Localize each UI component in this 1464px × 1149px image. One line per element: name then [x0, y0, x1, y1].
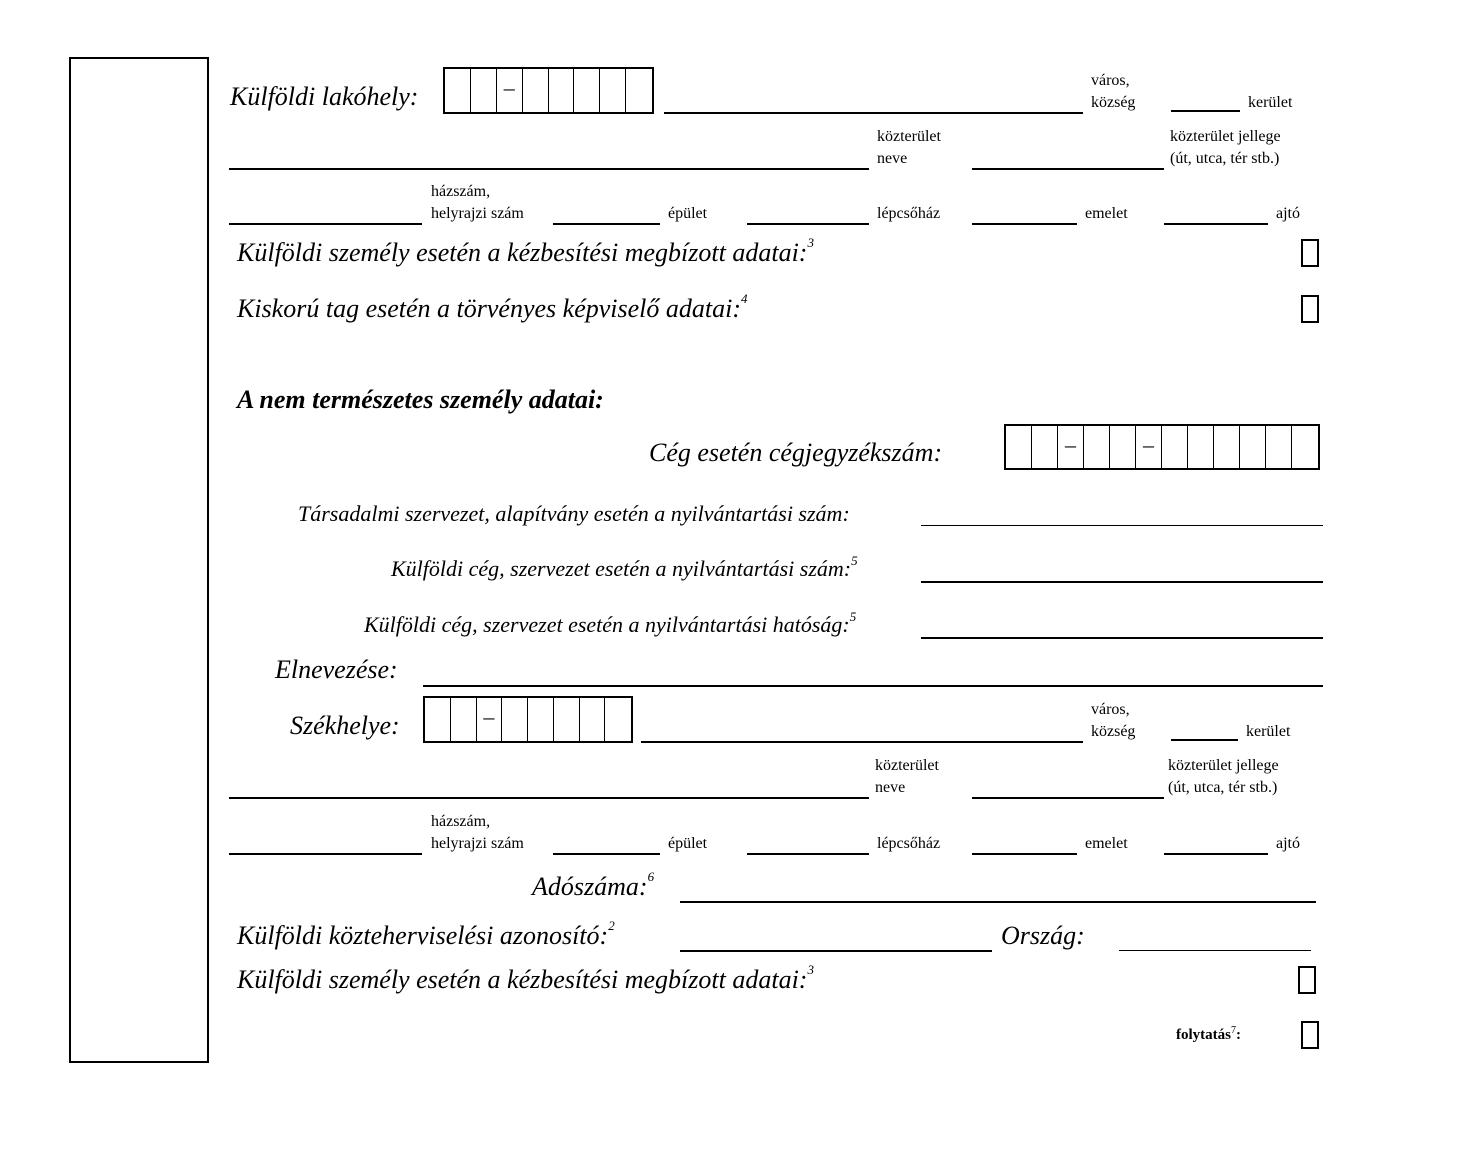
postcode-cell[interactable]	[523, 69, 549, 112]
postcode-cell[interactable]	[549, 69, 575, 112]
helyrajzi-label-2: helyrajzi szám	[431, 835, 524, 852]
postcode-cell[interactable]	[600, 69, 626, 112]
district-line-1[interactable]	[1171, 110, 1240, 112]
reg-cell[interactable]	[1110, 426, 1136, 468]
continuation-label: folytatás$^7$:	[1176, 1025, 1241, 1043]
postcode-cell[interactable]	[445, 69, 471, 112]
door-line-2[interactable]	[1164, 853, 1268, 855]
postcode-cell[interactable]	[574, 69, 600, 112]
tax-number-label: Adószáma:$^6$	[532, 869, 655, 901]
postcode-cell[interactable]	[554, 698, 580, 741]
epulet-label-2: épület	[668, 835, 708, 852]
lepcsohaz-label-2: lépcsőház	[877, 835, 941, 852]
emelet-label-2: emelet	[1085, 835, 1128, 852]
reg-dash: –	[1136, 426, 1162, 468]
country-label: Ország:	[1001, 921, 1085, 950]
street-name-line-1[interactable]	[229, 168, 869, 170]
street-name-line-2[interactable]	[229, 797, 869, 799]
varos-label-2: város,	[1091, 701, 1130, 718]
delivery-agent-checkbox-2[interactable]	[1298, 966, 1316, 994]
kerulet-label: kerület	[1248, 94, 1293, 111]
floor-line-2[interactable]	[972, 853, 1077, 855]
delivery-agent-label-2: Külföldi személy esetén a kézbesítési megbízott adatai:$^3$	[237, 962, 814, 994]
postcode-cell[interactable]	[502, 698, 528, 741]
postcode-cell[interactable]	[451, 698, 477, 741]
continuation-checkbox[interactable]	[1301, 1021, 1319, 1049]
door-line-1[interactable]	[1164, 223, 1268, 225]
tax-number-line[interactable]	[680, 901, 1316, 903]
legal-rep-checkbox[interactable]	[1301, 295, 1319, 323]
reg-cell[interactable]	[1084, 426, 1110, 468]
reg-cell[interactable]	[1032, 426, 1058, 468]
ut-utca-label-2: (út, utca, tér stb.)	[1168, 779, 1278, 796]
reg-cell[interactable]	[1292, 426, 1318, 468]
delivery-agent-checkbox-1[interactable]	[1301, 239, 1319, 267]
name-line[interactable]	[423, 685, 1323, 687]
postcode-dash: –	[477, 698, 503, 741]
kozterulet-label: közterület	[877, 128, 941, 145]
foreign-company-number-label: Külföldi cég, szervezet esetén a nyilvántartási szám:$^5$	[391, 553, 858, 581]
company-reg-label: Cég esetén cégjegyzékszám:	[649, 438, 943, 467]
postcode-cell[interactable]	[528, 698, 554, 741]
postcode-cell[interactable]	[605, 698, 631, 741]
reg-cell[interactable]	[1266, 426, 1292, 468]
postcode-cell[interactable]	[580, 698, 606, 741]
reg-cell[interactable]	[1162, 426, 1188, 468]
neve-label-2: neve	[875, 779, 906, 796]
postcode-cell[interactable]	[425, 698, 451, 741]
street-type-line-2[interactable]	[972, 797, 1164, 799]
legal-rep-label: Kiskorú tag esetén a törvényes képviselő adatai:$^4$	[237, 291, 748, 323]
postcode-cells-2[interactable]	[423, 696, 633, 743]
civil-org-label: Társadalmi szervezet, alapítvány esetén a nyilvántartási szám:	[298, 501, 850, 526]
postcode-cells-1[interactable]	[443, 67, 654, 114]
city-line-1[interactable]	[664, 112, 1083, 114]
house-number-line-2[interactable]	[229, 853, 422, 855]
kozterulet-jellege-label-2: közterület jellege	[1168, 757, 1279, 774]
kozseg-label: község	[1091, 94, 1136, 111]
postcode-dash: –	[497, 69, 523, 112]
city-line-2[interactable]	[641, 741, 1083, 743]
section-heading: A nem természetes személy adatai:	[237, 385, 604, 414]
street-type-line-1[interactable]	[972, 168, 1164, 170]
floor-line-1[interactable]	[972, 223, 1077, 225]
ut-utca-label: (út, utca, tér stb.)	[1170, 150, 1280, 167]
ajto-label: ajtó	[1276, 205, 1300, 222]
district-line-2[interactable]	[1171, 739, 1238, 741]
epulet-label: épület	[668, 205, 708, 222]
staircase-line-2[interactable]	[747, 853, 869, 855]
kerulet-label-2: kerület	[1246, 723, 1291, 740]
foreign-residence-label: Külföldi lakóhely:	[230, 82, 419, 111]
hazszam-label-2: házszám,	[431, 813, 491, 830]
neve-label: neve	[877, 150, 908, 167]
postcode-cell[interactable]	[626, 69, 652, 112]
company-reg-cells[interactable]	[1004, 424, 1320, 470]
varos-label: város,	[1091, 72, 1130, 89]
foreign-company-authority-line[interactable]	[921, 637, 1323, 639]
ajto-label-2: ajtó	[1276, 835, 1300, 852]
kozterulet-label-2: közterület	[875, 757, 939, 774]
staircase-line-1[interactable]	[747, 223, 869, 225]
kozseg-label-2: község	[1091, 723, 1136, 740]
building-line-1[interactable]	[553, 223, 660, 225]
civil-org-line[interactable]	[921, 525, 1323, 526]
emelet-label: emelet	[1085, 205, 1128, 222]
building-line-2[interactable]	[553, 853, 660, 855]
seat-label: Székhelye:	[290, 711, 400, 740]
house-number-line-1[interactable]	[229, 223, 422, 225]
delivery-agent-label-1: Külföldi személy esetén a kézbesítési megbízott adatai:$^3$	[237, 235, 814, 267]
hazszam-label: házszám,	[431, 183, 491, 200]
reg-cell[interactable]	[1214, 426, 1240, 468]
reg-cell[interactable]	[1188, 426, 1214, 468]
helyrajzi-label: helyrajzi szám	[431, 205, 524, 222]
postcode-cell[interactable]	[471, 69, 497, 112]
foreign-company-authority-label: Külföldi cég, szervezet esetén a nyilvántartási hatóság:$^5$	[364, 609, 857, 637]
foreign-tax-id-line[interactable]	[680, 950, 992, 952]
foreign-company-number-line[interactable]	[921, 581, 1323, 583]
margin-box	[69, 57, 209, 1063]
lepcsohaz-label: lépcsőház	[877, 205, 941, 222]
name-label: Elnevezése:	[275, 655, 398, 684]
country-line[interactable]	[1119, 950, 1311, 951]
foreign-tax-id-label: Külföldi közteherviselési azonosító:$^2$	[237, 918, 615, 950]
reg-cell[interactable]	[1006, 426, 1032, 468]
reg-cell[interactable]	[1240, 426, 1266, 468]
kozterulet-jellege-label: közterület jellege	[1170, 128, 1281, 145]
reg-dash: –	[1058, 426, 1084, 468]
